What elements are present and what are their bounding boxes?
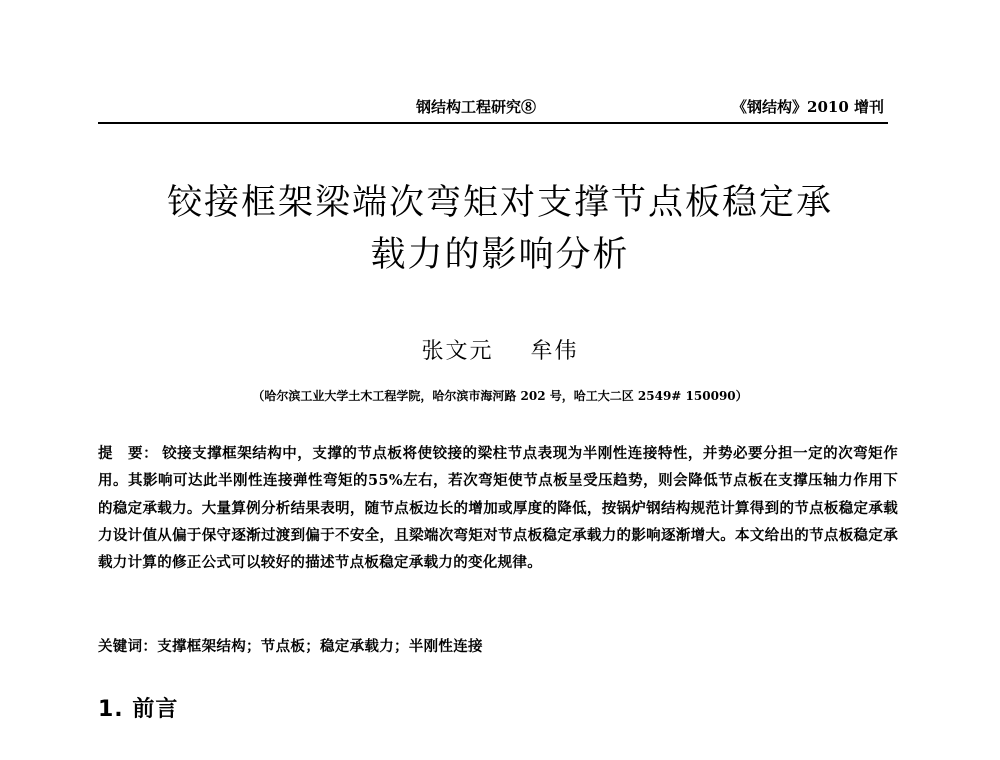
paper-title-line-1: 铰接框架梁端次弯矩对支撑节点板稳定承: [166, 183, 833, 223]
paper-title: [90, 177, 910, 281]
abstract: [98, 440, 898, 576]
series-title: 钢结构工程研究⑧: [416, 98, 537, 116]
abstract-text: 铰接支撑框架结构中，支撑的节点板将使铰接的梁柱节点表现为半刚性连接特性，并势必要分担一定的次弯矩作用。其影响可达此半刚性连接弹性弯矩的55%左右，若次弯矩使节点板呈受压趋势，则会降低节点板在支撑压轴力作用下的稳定承载力。大量算例分析结果表明，随节点板边长的增加或厚度的降低，按锅炉钢结构规范计算得到的节点板稳定承载力设计值从偏于保守逐渐过渡到偏于不安全，且梁端次弯矩对节点板稳定承载力的影响逐渐增大。本文给出的节点板稳定承载力计算的修正公式可以较好的描述节点板稳定承载力的变化规律。: [98, 445, 898, 572]
journal-name: 《钢结构》2010 增刊: [732, 98, 884, 116]
section-number: 1.: [98, 697, 124, 722]
paper-title-line-2: 载力的影响分析: [370, 235, 630, 275]
abstract-label: 提 要：: [98, 445, 159, 462]
author-list: [0, 334, 1000, 365]
running-header: [98, 96, 886, 120]
keywords-label: 关键词：: [98, 638, 158, 655]
keywords-text: 支撑框架结构；节点板；稳定承载力；半刚性连接: [157, 638, 483, 655]
header-rule: [98, 122, 888, 124]
section-title: 前言: [132, 697, 179, 722]
keywords: [98, 636, 898, 658]
section-heading: [98, 692, 178, 723]
author-name: 牟伟: [530, 339, 579, 364]
affiliation: （哈尔滨工业大学土木工程学院，哈尔滨市海河路 202 号，哈工大二区 2549# 150090）: [252, 389, 748, 403]
author-name: 张文元: [421, 339, 494, 364]
